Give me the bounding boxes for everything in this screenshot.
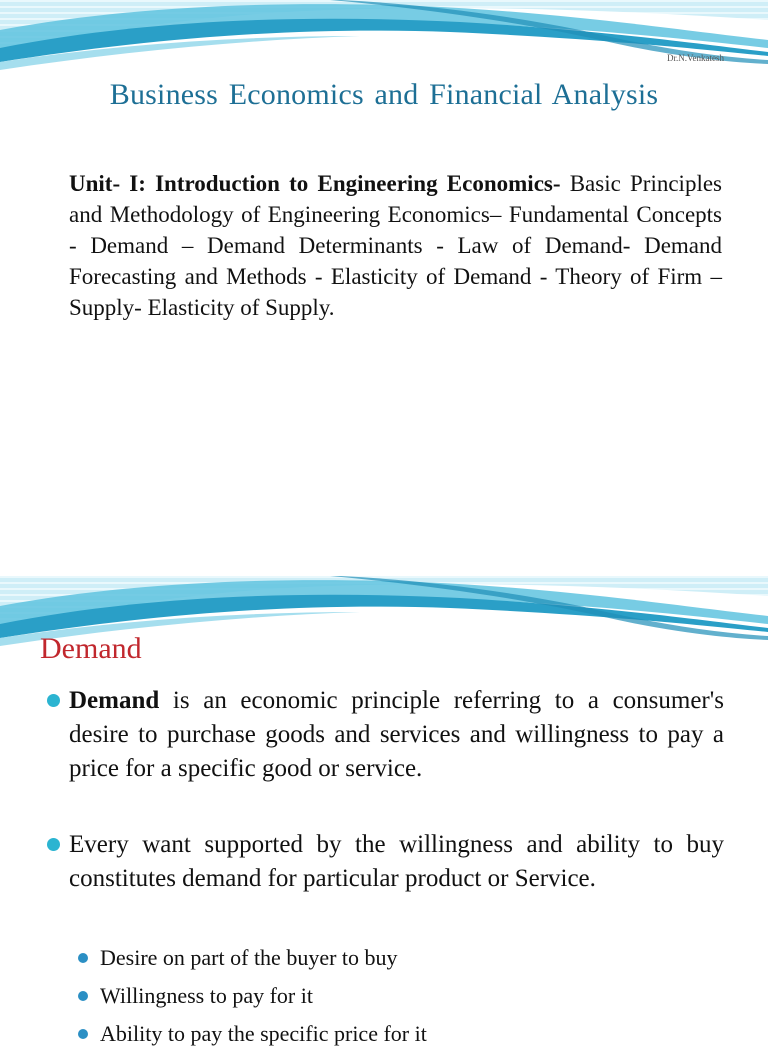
sub-bullet-text: Ability to pay the specific price for it <box>100 1021 427 1046</box>
bullet-every-want <box>46 828 724 896</box>
sub-bullet-dot-icon <box>78 1029 88 1039</box>
slide-title: Business Economics and Financial Analysis <box>109 78 659 111</box>
main-bullet-list <box>46 684 724 938</box>
sub-bullet-text: Desire on part of the buyer to buy <box>100 945 398 970</box>
sub-bullet-text: Willingness to pay for it <box>100 983 313 1008</box>
bullet-bold-term: Demand <box>69 687 160 714</box>
header-wave-decoration <box>0 0 768 90</box>
sub-bullet-item <box>78 944 718 972</box>
author-name: Dr.N.Venkatesh <box>667 53 724 63</box>
sub-bullet-item <box>78 1020 718 1048</box>
unit-body: Basic Principles and Methodology of Engineering Economics– Fundamental Concepts - Demand – Demand Determinants - Law of Demand- Demand Forecasting and Methods - Elasticity of Demand - Theory of Firm – Supply- Elasticity of Supply. <box>69 171 722 320</box>
demand-title: Demand <box>40 632 142 665</box>
sub-bullet-dot-icon <box>78 953 88 963</box>
unit-heading: Unit- I: Introduction to Engineering Economics- <box>69 171 561 196</box>
sub-bullet-dot-icon <box>78 991 88 1001</box>
sub-bullet-item <box>78 982 718 1010</box>
bullet-text: is an economic principle referring to a consumer's desire to purchase goods and services and willingness to pay a price for a specific good or service. <box>69 687 724 782</box>
bullet-demand-definition <box>46 684 724 786</box>
bullet-dot-icon <box>47 838 60 851</box>
unit-description <box>69 168 722 323</box>
bullet-dot-icon <box>47 694 60 707</box>
sub-bullet-list <box>78 944 718 1058</box>
bullet-text: Every want supported by the willingness and ability to buy constitutes demand for particular product or Service. <box>69 831 724 892</box>
